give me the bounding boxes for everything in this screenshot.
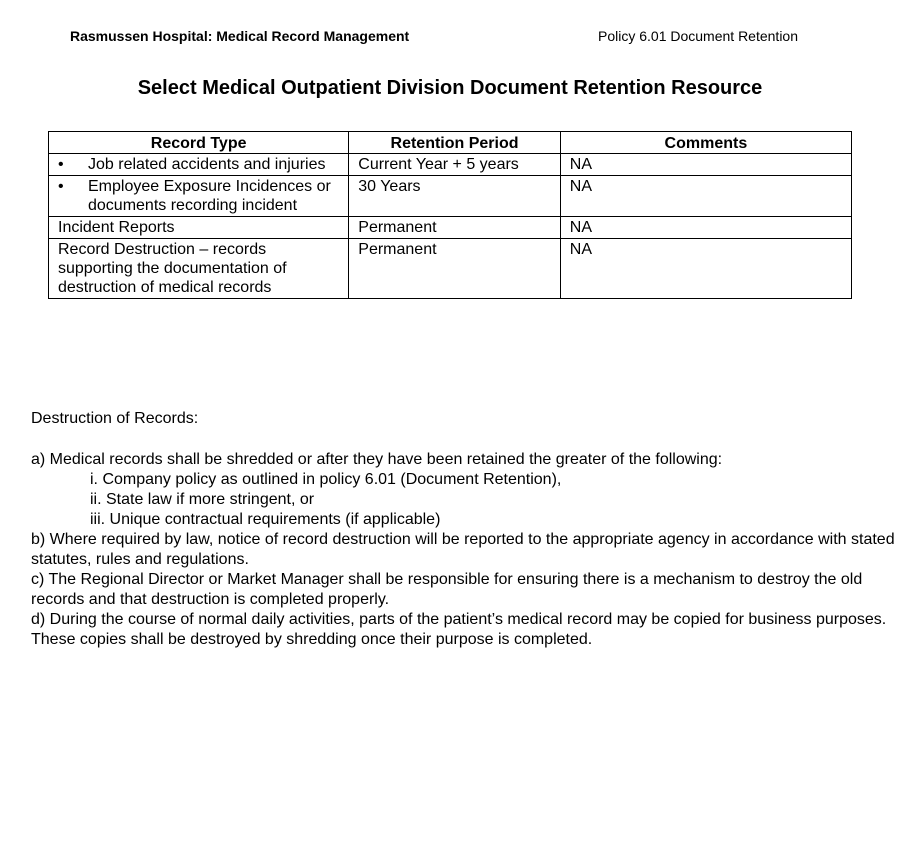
table-row: [49, 154, 852, 176]
column-header-record-type: Record Type: [49, 132, 349, 154]
policy-header: Policy 6.01 Document Retention: [598, 28, 798, 44]
retention-period-cell: Current Year + 5 years: [349, 154, 561, 176]
retention-table: [48, 131, 852, 299]
destruction-item-d: d) During the course of normal daily activities, parts of the patient’s medical record may be copied for business purposes. These copies shall be destroyed by shredding once their purpose is completed.: [31, 611, 887, 648]
record-type-cell: Incident Reports: [49, 217, 349, 239]
destruction-section: [31, 409, 911, 650]
record-type-cell: [49, 154, 349, 176]
destruction-subitem: iii. Unique contractual requirements (if applicable): [90, 511, 441, 528]
bullet-icon: •: [58, 156, 64, 173]
record-type-text: Employee Exposure Incidences or documents recording incident: [88, 178, 331, 214]
page-title: Select Medical Outpatient Division Document Retention Resource: [137, 77, 763, 99]
table-row: [49, 239, 852, 299]
retention-period-cell: Permanent: [349, 217, 561, 239]
retention-period-cell: 30 Years: [349, 176, 561, 217]
destruction-subitem: i. Company policy as outlined in policy 6.01 (Document Retention),: [90, 471, 562, 488]
table-header-row: [49, 132, 852, 154]
destruction-heading: Destruction of Records:: [31, 410, 199, 427]
destruction-item-c: c) The Regional Director or Market Manager shall be responsible for ensuring there is a mechanism to destroy the old records and that destruction is completed properly.: [31, 571, 863, 608]
table-row: [49, 176, 852, 217]
destruction-item-a: a) Medical records shall be shredded or after they have been retained the greater of the following:: [31, 451, 723, 468]
record-type-cell: [49, 176, 349, 217]
destruction-subitem: ii. State law if more stringent, or: [90, 491, 315, 508]
comments-cell: NA: [560, 239, 851, 299]
column-header-retention-period: Retention Period: [349, 132, 561, 154]
column-header-comments: Comments: [560, 132, 851, 154]
bullet-icon: •: [58, 178, 64, 195]
table-row: [49, 217, 852, 239]
retention-period-cell: Permanent: [349, 239, 561, 299]
organization-header: Rasmussen Hospital: Medical Record Management: [70, 28, 410, 44]
comments-cell: NA: [560, 217, 851, 239]
destruction-item-b: b) Where required by law, notice of record destruction will be reported to the appropriate agency in accordance with stated statutes, rules and regulations.: [31, 531, 895, 568]
comments-cell: NA: [560, 154, 851, 176]
record-type-cell: Record Destruction – records supporting the documentation of destruction of medical records: [49, 239, 349, 299]
record-type-text: Job related accidents and injuries: [88, 156, 326, 173]
comments-cell: NA: [560, 176, 851, 217]
